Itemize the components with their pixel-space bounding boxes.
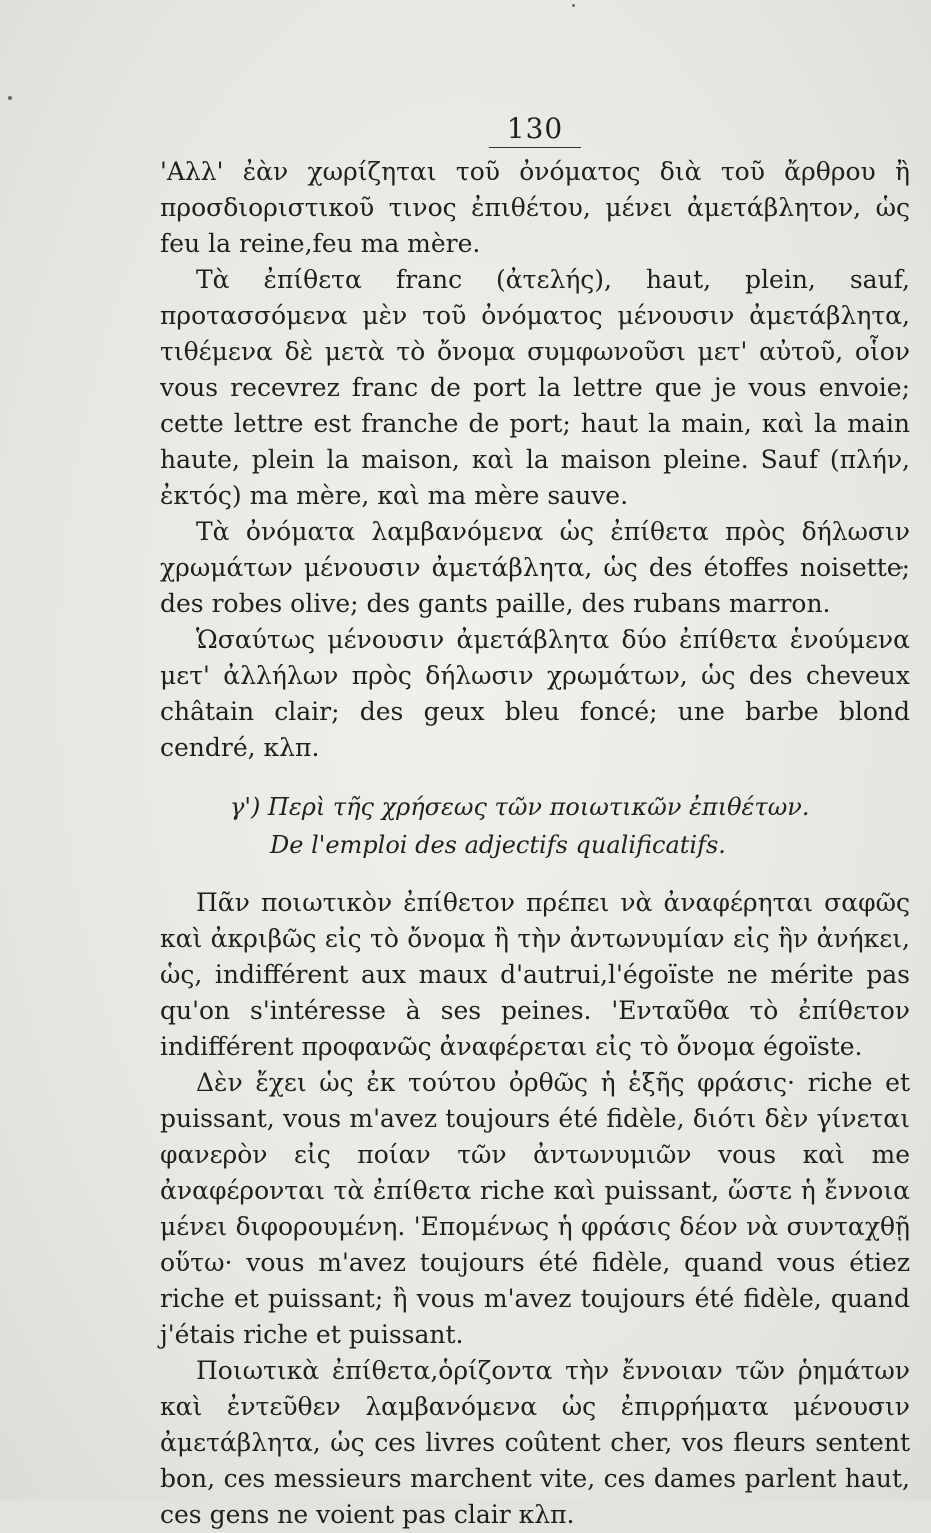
paper-speck [572,4,575,7]
paragraph: Δὲν ἔχει ὡς ἐκ τούτου ὀρθῶς ἡ ἑξῆς φράσις· riche et puissant, vous m'avez toujours été fidèle, διότι δὲν γίνεται φανερὸν εἰς ποίαν τῶν ἀντωνυμιῶν vous καὶ me ἀναφέρονται τὰ ἐπίθετα riche καὶ puissant, ὥστε ἡ ἔννοια μένει διφορουμένη. 'Επομένως ἡ φράσις δέον νὰ συνταχθῇ οὕτω· vous m'avez toujours été fidèle, quand vous étiez riche et puissant; ἢ vous m'avez toujours été fidèle, quand j'étais riche et puissant. [160,1067,910,1349]
section-heading-french: De l'emploi des adjectifs qualificatifs. [270,831,726,860]
paragraph: 'Αλλ' ἐὰν χωρίζηται τοῦ ὀνόματος διὰ τοῦ ἄρθρου ἢ προσδιοριστικοῦ τινος ἐπιθέτου, μένει ἀμετάβλητον, ὡς feu la reine,feu ma mère. [160,157,910,258]
section-heading-greek: γ') Περὶ τῆς χρήσεως τῶν ποιωτικῶν ἐπιθέτων. [230,793,810,821]
paragraph: Ὡσαύτως μένουσιν ἀμετάβλητα δύο ἐπίθετα ἑνούμενα μετ' ἀλλήλων πρὸς δήλωσιν χρωμάτων, ὡς des cheveux châtain clair; des geux bleu foncé; une barbe blond cendré, κλπ. [160,625,910,762]
paragraph: Πᾶν ποιωτικὸν ἐπίθετον πρέπει νὰ ἀναφέρηται σαφῶς καὶ ἀκριβῶς εἰς τὸ ὄνομα ἢ τὴν ἀντωνυμίαν εἰς ἣν ἀνήκει, ὡς, indifférent aux maux d'autrui,l'égoïste ne mérite pas qu'on s'intéresse à ses peines. 'Ενταῦθα τὸ ἐπίθετον indifférent προφανῶς ἀναφέρεται εἰς τὸ ὄνομα égoïste. [160,887,910,1061]
paragraph: Τὰ ἐπίθετα franc (ἀτελής), haut, plein, sauf, προτασσόμενα μὲν τοῦ ὀνόματος μένουσιν ἀμετάβλητα, τιθέμενα δὲ μετὰ τὸ ὄνομα συμφωνοῦσι μετ' αὐτοῦ, οἷον vous recevrez franc de port la lettre que je vous envoie; cette lettre est franche de port; haut la main, καὶ la main haute, plein la maison, καὶ la maison pleine. Sauf (πλήν, ἐκτός) ma mère, καὶ ma mère sauve. [160,265,910,510]
paper-speck [8,96,12,100]
section-heading [160,788,910,865]
paragraph: Τὰ ὀνόματα λαμβανόμενα ὡς ἐπίθετα πρὸς δήλωσιν χρωμάτων μένουσιν ἀμετάβλητα, ὡς des étoffes noisette; des robes olive; des gants paille, des rubans marron. [160,517,910,618]
page-number: 130 [160,112,910,148]
paragraph: Ποιωτικὰ ἐπίθετα,ὁρίζοντα τὴν ἔννοιαν τῶν ῥημάτων καὶ ἐντεῦθεν λαμβανόμενα ὡς ἐπιρρήματα μένουσιν ἀμετάβλητα, ὡς ces livres coûtent cher, vos fleurs sentent bon, ces messieurs marchent vite, ces dames parlent haut, ces gens ne voient pas clair κλπ. [160,1355,910,1529]
page-text [160,112,910,1533]
spacer [160,865,910,885]
